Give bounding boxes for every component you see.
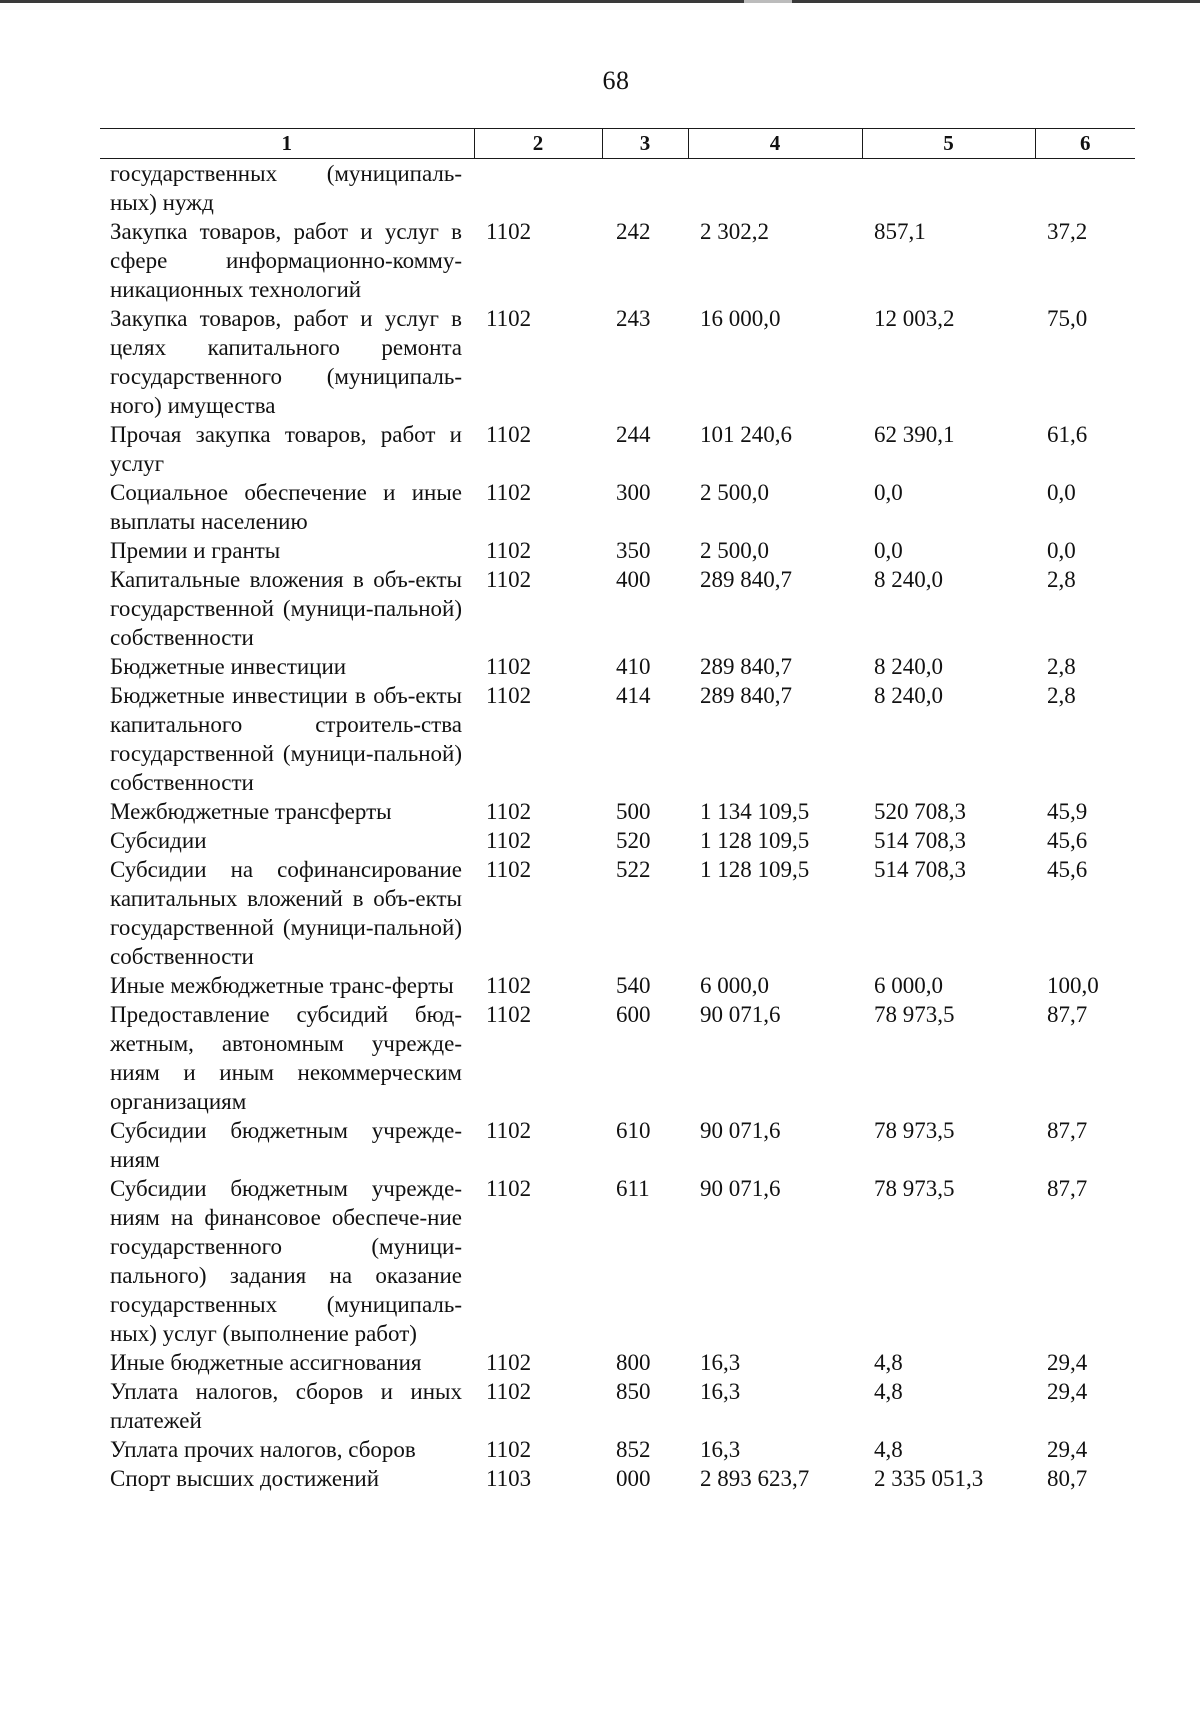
row-section-code: 1102 [486, 219, 532, 244]
row-description: Капитальные вложения в объ-екты государственной (муници-пальной) собственности [110, 567, 462, 650]
row-execution-percent: 29,4 [1047, 1350, 1088, 1375]
budget-table-container [100, 128, 1135, 1493]
row-execution-percent: 0,0 [1047, 480, 1076, 505]
row-planned-amount: 16,3 [700, 1437, 741, 1462]
table-row [100, 159, 1135, 218]
table-row [100, 478, 1135, 536]
row-planned-amount: 1 128 109,5 [700, 828, 810, 853]
column-header-2: 2 [474, 129, 602, 159]
row-execution-percent: 61,6 [1047, 422, 1088, 447]
table-row [100, 565, 1135, 652]
row-description: Субсидии [110, 828, 207, 853]
row-planned-amount [688, 159, 862, 218]
row-description: Закупка товаров, работ и услуг в целях капитального ремонта государственного (муниципаль-ного) имущества [110, 306, 462, 418]
row-executed-amount: 8 240,0 [874, 567, 943, 592]
row-section-code: 1102 [486, 1002, 532, 1027]
row-execution-percent: 87,7 [1047, 1176, 1088, 1201]
row-expense-type-code: 522 [616, 857, 651, 882]
row-description: Спорт высших достижений [110, 1466, 380, 1491]
row-execution-percent: 29,4 [1047, 1437, 1088, 1462]
row-description: Межбюджетные трансферты [110, 799, 392, 824]
row-planned-amount: 289 840,7 [700, 654, 792, 679]
row-expense-type-code: 611 [616, 1176, 650, 1201]
row-description: Социальное обеспечение и иные выплаты населению [110, 480, 462, 534]
row-expense-type-code: 852 [616, 1437, 651, 1462]
row-expense-type-code: 610 [616, 1118, 651, 1143]
row-description: Премии и гранты [110, 538, 281, 563]
row-expense-type-code: 600 [616, 1002, 651, 1027]
row-executed-amount: 4,8 [874, 1437, 903, 1462]
table-header [100, 129, 1135, 159]
table-row [100, 1435, 1135, 1464]
scan-top-edge [0, 0, 1200, 3]
row-execution-percent: 29,4 [1047, 1379, 1088, 1404]
row-executed-amount: 514 708,3 [874, 828, 966, 853]
table-row [100, 826, 1135, 855]
row-executed-amount: 62 390,1 [874, 422, 955, 447]
row-planned-amount: 6 000,0 [700, 973, 769, 998]
row-expense-type-code: 300 [616, 480, 651, 505]
row-expense-type-code: 500 [616, 799, 651, 824]
row-executed-amount: 78 973,5 [874, 1176, 955, 1201]
row-planned-amount: 1 128 109,5 [700, 857, 810, 882]
row-section-code [474, 159, 602, 218]
row-section-code: 1102 [486, 857, 532, 882]
table-row [100, 971, 1135, 1000]
row-description: Субсидии на софинансирование капитальных вложений в объ-екты государственной (муници-пальной) собственности [110, 857, 462, 969]
row-planned-amount: 2 500,0 [700, 480, 769, 505]
table-row [100, 681, 1135, 797]
table-row [100, 1174, 1135, 1348]
row-executed-amount: 857,1 [874, 219, 926, 244]
row-description: Уплата прочих налогов, сборов [110, 1437, 416, 1462]
row-section-code: 1102 [486, 306, 532, 331]
row-section-code: 1102 [486, 973, 532, 998]
table-row [100, 652, 1135, 681]
row-executed-amount: 2 335 051,3 [874, 1466, 984, 1491]
table-row [100, 1377, 1135, 1435]
row-planned-amount: 16,3 [700, 1379, 741, 1404]
row-planned-amount: 90 071,6 [700, 1002, 781, 1027]
row-planned-amount: 16,3 [700, 1350, 741, 1375]
row-execution-percent: 2,8 [1047, 567, 1076, 592]
row-executed-amount [862, 159, 1035, 218]
row-execution-percent: 80,7 [1047, 1466, 1088, 1491]
row-executed-amount: 4,8 [874, 1379, 903, 1404]
row-section-code: 1102 [486, 538, 532, 563]
column-header-5: 5 [862, 129, 1035, 159]
row-expense-type-code: 414 [616, 683, 651, 708]
row-section-code: 1102 [486, 683, 532, 708]
row-expense-type-code: 410 [616, 654, 651, 679]
row-executed-amount: 6 000,0 [874, 973, 943, 998]
row-execution-percent: 2,8 [1047, 683, 1076, 708]
table-row [100, 536, 1135, 565]
row-description: Субсидии бюджетным учрежде-ниям [110, 1118, 462, 1172]
row-section-code: 1103 [486, 1466, 532, 1491]
row-description: Бюджетные инвестиции в объ-екты капитального строитель-ства государственной (муници-пальной) собственности [110, 683, 462, 795]
row-description: государственных (муниципаль-ных) нужд [110, 161, 462, 215]
table-row [100, 304, 1135, 420]
row-expense-type-code: 400 [616, 567, 651, 592]
row-section-code: 1102 [486, 1350, 532, 1375]
row-executed-amount: 78 973,5 [874, 1118, 955, 1143]
row-execution-percent: 100,0 [1047, 973, 1099, 998]
row-execution-percent: 0,0 [1047, 538, 1076, 563]
row-executed-amount: 514 708,3 [874, 857, 966, 882]
row-section-code: 1102 [486, 828, 532, 853]
row-planned-amount: 16 000,0 [700, 306, 781, 331]
row-planned-amount: 2 893 623,7 [700, 1466, 810, 1491]
table-row [100, 855, 1135, 971]
row-executed-amount: 520 708,3 [874, 799, 966, 824]
row-expense-type-code: 850 [616, 1379, 651, 1404]
table-row [100, 1116, 1135, 1174]
page-number: 68 [602, 66, 630, 95]
row-description: Предоставление субсидий бюд-жетным, автономным учрежде-ниям и иным некоммерческим организациям [110, 1002, 462, 1114]
row-execution-percent: 45,6 [1047, 857, 1088, 882]
row-expense-type-code: 540 [616, 973, 651, 998]
row-executed-amount: 12 003,2 [874, 306, 955, 331]
row-planned-amount: 2 500,0 [700, 538, 769, 563]
row-description: Бюджетные инвестиции [110, 654, 347, 679]
row-section-code: 1102 [486, 1176, 532, 1201]
table-row [100, 1000, 1135, 1116]
row-execution-percent [1035, 159, 1135, 218]
row-execution-percent: 87,7 [1047, 1002, 1088, 1027]
row-description: Уплата налогов, сборов и иных платежей [110, 1379, 462, 1433]
row-executed-amount: 8 240,0 [874, 683, 943, 708]
row-description: Субсидии бюджетным учрежде-ниям на финансовое обеспече-ние государственного (муници-пального) задания на оказание государственных (муниципаль-ных) услуг (выполнение работ) [110, 1176, 462, 1346]
table-row [100, 797, 1135, 826]
row-expense-type-code: 000 [616, 1466, 651, 1491]
table-row [100, 1464, 1135, 1493]
row-planned-amount: 90 071,6 [700, 1176, 781, 1201]
row-executed-amount: 0,0 [874, 538, 903, 563]
row-planned-amount: 289 840,7 [700, 567, 792, 592]
row-execution-percent: 75,0 [1047, 306, 1088, 331]
budget-table [100, 128, 1135, 1493]
row-expense-type-code: 520 [616, 828, 651, 853]
row-planned-amount: 2 302,2 [700, 219, 769, 244]
column-header-3: 3 [602, 129, 688, 159]
row-section-code: 1102 [486, 480, 532, 505]
row-description: Иные бюджетные ассигнования [110, 1350, 422, 1375]
row-planned-amount: 289 840,7 [700, 683, 792, 708]
column-header-1: 1 [100, 129, 474, 159]
row-execution-percent: 87,7 [1047, 1118, 1088, 1143]
row-execution-percent: 37,2 [1047, 219, 1088, 244]
row-executed-amount: 0,0 [874, 480, 903, 505]
row-execution-percent: 45,9 [1047, 799, 1088, 824]
row-planned-amount: 90 071,6 [700, 1118, 781, 1143]
column-header-6: 6 [1035, 129, 1135, 159]
row-expense-type-code: 243 [616, 306, 651, 331]
row-executed-amount: 4,8 [874, 1350, 903, 1375]
row-section-code: 1102 [486, 1118, 532, 1143]
table-body [100, 159, 1135, 1494]
row-expense-type-code: 800 [616, 1350, 651, 1375]
row-section-code: 1102 [486, 422, 532, 447]
row-description: Иные межбюджетные транс-ферты [110, 973, 454, 998]
row-executed-amount: 78 973,5 [874, 1002, 955, 1027]
table-row [100, 420, 1135, 478]
row-expense-type-code: 244 [616, 422, 651, 447]
row-section-code: 1102 [486, 799, 532, 824]
row-expense-type-code: 242 [616, 219, 651, 244]
row-planned-amount: 101 240,6 [700, 422, 792, 447]
row-executed-amount: 8 240,0 [874, 654, 943, 679]
row-section-code: 1102 [486, 1379, 532, 1404]
row-section-code: 1102 [486, 1437, 532, 1462]
row-description: Прочая закупка товаров, работ и услуг [110, 422, 462, 476]
column-header-4: 4 [688, 129, 862, 159]
row-expense-type-code [602, 159, 688, 218]
row-planned-amount: 1 134 109,5 [700, 799, 810, 824]
table-row [100, 217, 1135, 304]
table-header-row [100, 129, 1135, 159]
row-section-code: 1102 [486, 567, 532, 592]
table-row [100, 1348, 1135, 1377]
row-execution-percent: 2,8 [1047, 654, 1076, 679]
row-description: Закупка товаров, работ и услуг в сфере информационно-комму-никационных технологий [110, 219, 462, 302]
row-expense-type-code: 350 [616, 538, 651, 563]
row-execution-percent: 45,6 [1047, 828, 1088, 853]
row-section-code: 1102 [486, 654, 532, 679]
